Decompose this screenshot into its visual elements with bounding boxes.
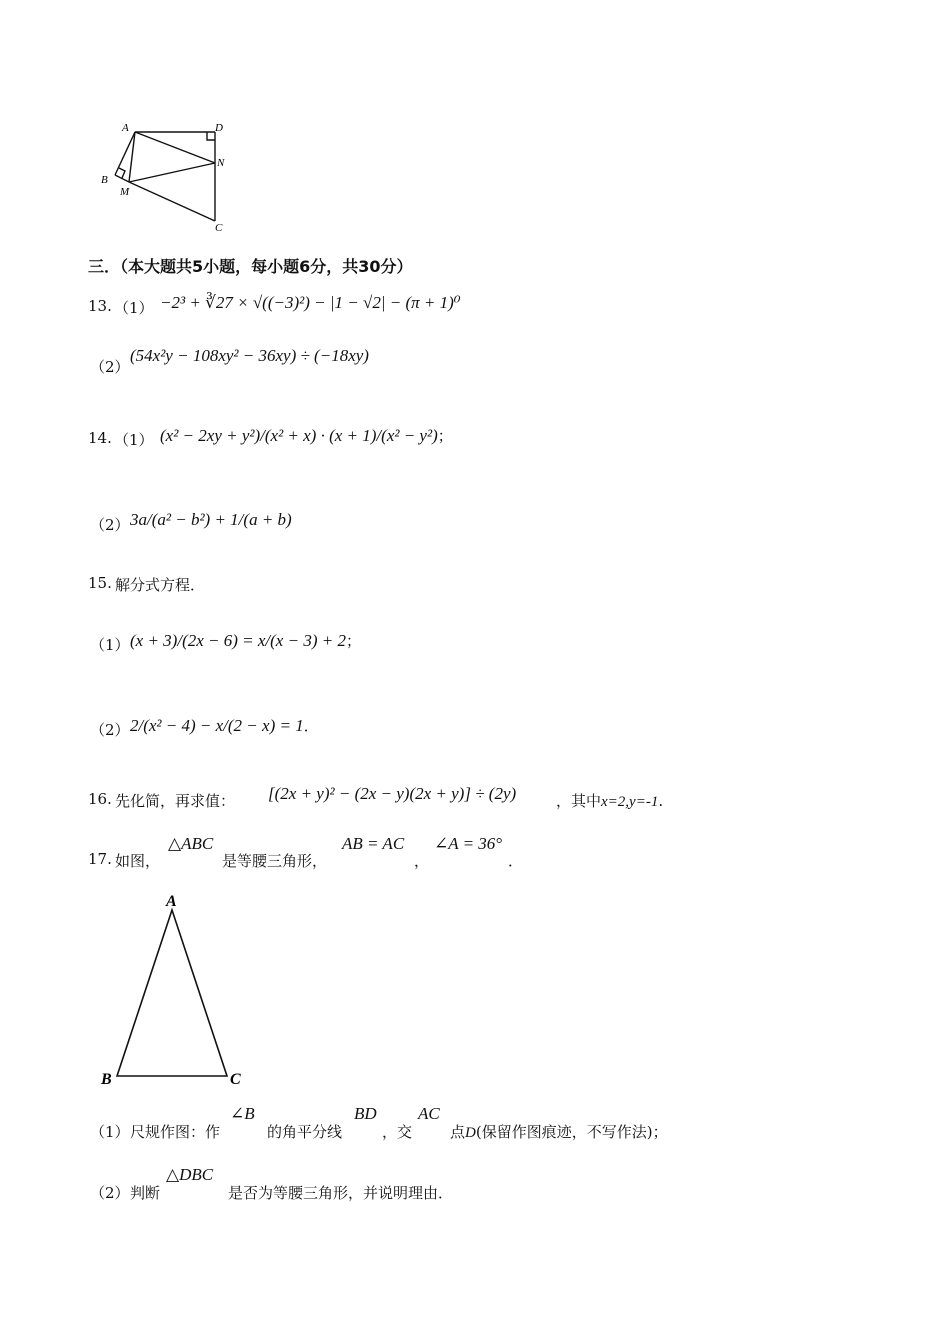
q16-tail-end: . — [658, 792, 664, 810]
q17-part1-text5: (保留作图痕迹，不写作法)； — [475, 1123, 668, 1141]
fig1-label-C: C — [215, 222, 223, 234]
fig1-label-D: D — [215, 122, 223, 134]
fig2-label-C: C — [230, 1071, 241, 1088]
q13-number: 13. — [88, 297, 112, 315]
q17-part1-text1: 尺规作图：作 — [130, 1123, 221, 1141]
segment-MC — [129, 182, 215, 221]
q17-part2-text2: 是否为等腰三角形，并说明理由． — [228, 1184, 454, 1202]
q15-part1-label: （1） — [90, 636, 130, 654]
q15-part2-label: （2） — [90, 721, 130, 739]
q17-text1: 是等腰三角形， — [222, 852, 328, 870]
segment-AN — [135, 132, 215, 163]
segment-MN — [129, 163, 215, 182]
q14-part1-end: ； — [437, 427, 453, 445]
q17-comma: ， — [414, 852, 430, 870]
right-angle-mark-D — [207, 132, 215, 140]
q17-part2-text1: 判断 — [130, 1184, 161, 1202]
q16-expression — [268, 784, 516, 804]
q13-part1-expression — [160, 293, 461, 313]
q14-part1-expression — [160, 425, 453, 446]
q17-end: ． — [508, 852, 524, 870]
q15-part2-end: ． — [303, 717, 319, 735]
q16-tail-text: ，其中 — [556, 792, 602, 810]
q16-tail — [556, 790, 663, 811]
fig2-label-B: B — [101, 1071, 112, 1088]
q17-part2-label: （2） — [90, 1184, 130, 1202]
q13-part2-expr-text: (54x²y − 108xy² − 36xy) ÷ (−18xy) — [130, 346, 369, 365]
q17-part1-point-d: D — [465, 1125, 476, 1141]
q17-part1-text2: 的角平分线 — [267, 1123, 343, 1141]
q17-lead: 如图， — [115, 852, 161, 870]
fig1-label-A: A — [122, 122, 129, 134]
right-angle-mark-B — [119, 168, 125, 178]
q17-part1-bd: BD — [354, 1104, 377, 1123]
fig1-label-B: B — [101, 174, 108, 186]
q13-part1-expr-text: −2³ + ∛27 × √((−3)²) − |1 − √2| − (π + 1)⁰ — [160, 293, 461, 312]
q15-part1-end: ； — [345, 632, 361, 650]
q16-tail-values: x=2,y=-1 — [601, 794, 659, 810]
q17-number: 17. — [88, 850, 112, 868]
q17-part1-text3: ，交 — [382, 1123, 413, 1141]
q14-part2-expr-text: 3a/(a² − b²) + 1/(a + b) — [130, 510, 292, 529]
q14-part1-label: （1） — [114, 431, 154, 449]
q16-lead: 先化简，再求值： — [115, 792, 236, 810]
q13-part1-label: （1） — [114, 299, 154, 317]
q17-part1-text4 — [450, 1121, 668, 1142]
q17-triangle-abc: △ABC — [168, 834, 214, 853]
triangle-ABC — [117, 910, 227, 1076]
q17-part1-ac: AC — [418, 1104, 440, 1123]
quadrilateral-figure — [95, 118, 245, 236]
q15-title: 解分式方程． — [115, 576, 206, 594]
fig1-label-N: N — [217, 157, 225, 169]
q15-part1-expr-text: (x + 3)/(2x − 6) = x/(x − 3) + 2 — [130, 631, 346, 650]
q17-part1-label: （1） — [90, 1123, 130, 1141]
q15-number: 15. — [88, 574, 112, 592]
q17-part2-triangle-dbc: △DBC — [166, 1165, 214, 1184]
q13-part2-expression — [130, 346, 369, 366]
q14-part2-label: （2） — [90, 516, 130, 534]
q16-expr-text: [(2x + y)² − (2x − y)(2x + y)] ÷ (2y) — [268, 784, 517, 803]
segment-BM — [115, 175, 129, 182]
q17-part1-point-label: 点 — [450, 1123, 466, 1141]
q17-part1-angle-b: ∠B — [230, 1104, 255, 1123]
q14-number: 14. — [88, 429, 112, 447]
q17-eq-angle-a: ∠A = 36° — [434, 834, 503, 853]
fig1-label-M: M — [120, 186, 130, 198]
q15-part1-expression — [130, 630, 361, 651]
q14-part1-expr-text: (x² − 2xy + y²)/(x² + x) · (x + 1)/(x² − y²) — [160, 426, 438, 445]
fig2-label-A: A — [166, 893, 177, 910]
q17-eq-ab-ac: AB = AC — [342, 834, 405, 853]
isosceles-triangle-figure — [95, 888, 255, 1092]
q14-part2-expression — [130, 510, 292, 530]
q13-part2-label: （2） — [90, 358, 130, 376]
q16-number: 16. — [88, 790, 112, 808]
q15-part2-expr-text: 2/(x² − 4) − x/(2 − x) = 1 — [130, 716, 304, 735]
section-heading: 三．（本大题共5小题，每小题6分，共30分） — [88, 257, 413, 276]
q15-part2-expression — [130, 715, 319, 736]
